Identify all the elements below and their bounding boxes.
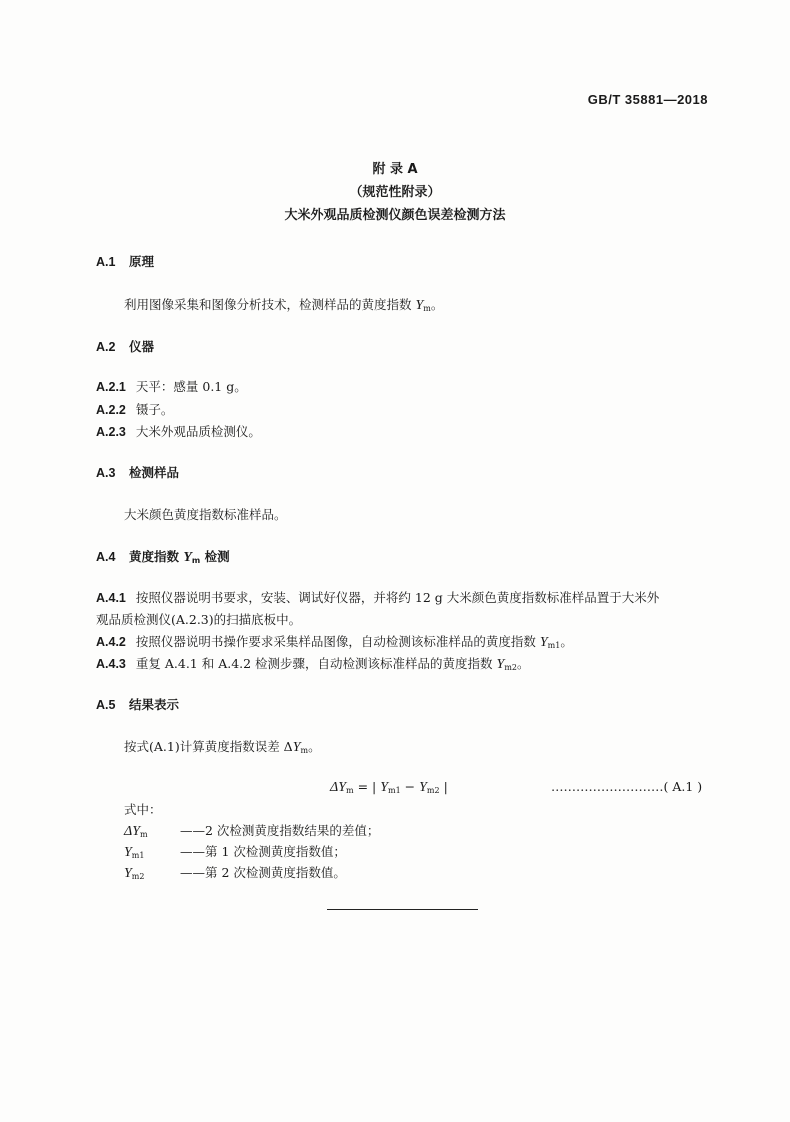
section-a2-item: A.2.1 天平：感量 0.1 g。 <box>96 379 247 394</box>
section-a2-item: A.2.3 大米外观品质检测仪。 <box>96 424 261 439</box>
definition-item: $Y_{m2}$ ——第 2 次检测黄度指数值。 <box>124 865 346 881</box>
section-a42: A.4.2 按照仪器说明书操作要求采集样品图像，自动检测该标准样品的黄度指数 $Y_{m1}$。 <box>96 634 573 650</box>
section-a1-heading: A.1 原理 <box>96 254 155 269</box>
where-label: 式中： <box>124 802 162 817</box>
section-a41-line1: A.4.1 按照仪器说明书要求，安装、调试好仪器，并将约 12 g 大米颜色黄度指数标准样品置于大米外 <box>96 590 660 605</box>
definition-item: $\Delta Y_m$ ——2 次检测黄度指数结果的差值； <box>124 823 380 839</box>
annex-type: （规范性附录） <box>349 185 441 200</box>
annex-name: 大米外观品质检测仪颜色误差检测方法 <box>284 208 506 223</box>
section-a1-text: 利用图像采集和图像分析技术，检测样品的黄度指数 $Y_m$。 <box>124 297 444 313</box>
definition-item: $Y_{m1}$ ——第 1 次检测黄度指数值； <box>124 844 346 860</box>
annex-title: 附 录 A <box>372 162 418 177</box>
section-a4-heading: A.4 黄度指数 $Y_m$ 检测 <box>96 549 230 565</box>
section-a43: A.4.3 重复 A.4.1 和 A.4.2 检测步骤，自动检测该标准样品的黄度指数 $Y_{m2}$。 <box>96 656 530 672</box>
section-a2-item: A.2.2 镊子。 <box>96 402 174 417</box>
formula-a1: $\Delta Y_m$ = | $Y_{m1} - Y_{m2}$ | <box>330 779 448 795</box>
section-a3-heading: A.3 检测样品 <box>96 465 180 480</box>
section-a5-text: 按式(A.1)计算黄度指数误差 $\Delta Y_m$。 <box>124 739 321 755</box>
section-a2-heading: A.2 仪器 <box>96 339 155 354</box>
formula-number: ………………………( A.1 ) <box>551 779 703 794</box>
section-a41-line2: 观品质检测仪(A.2.3)的扫描底板中。 <box>96 612 302 627</box>
end-rule <box>327 909 478 910</box>
standard-number: GB/T 35881—2018 <box>587 92 708 107</box>
section-a3-text: 大米颜色黄度指数标准样品。 <box>124 507 287 522</box>
section-a5-heading: A.5 结果表示 <box>96 697 180 712</box>
